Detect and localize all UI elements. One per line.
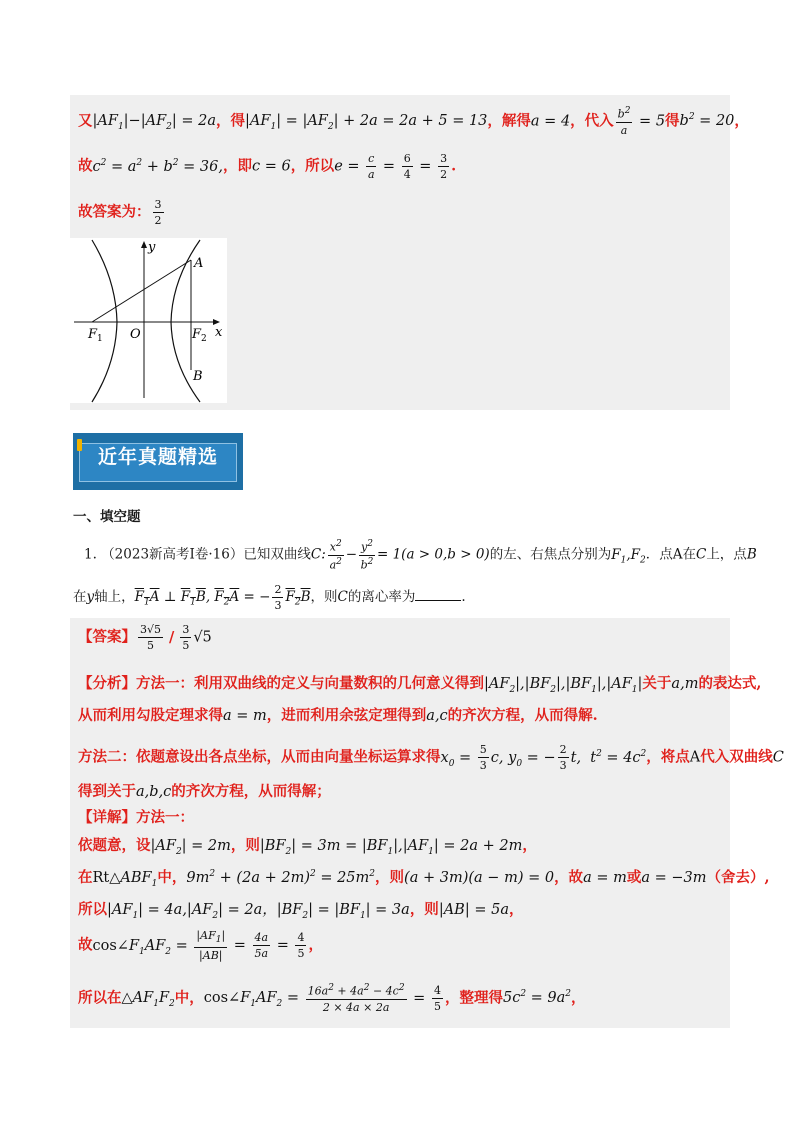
text: 又 xyxy=(78,112,93,130)
answer-row: 【答案】 $\frac{3√5}{5}$ / $\frac{3}{5}$ √5 xyxy=(78,623,212,652)
solution-line-2: 故$c^2 = a^2 + b^2 = 36$,，即c = 6，所以e = $\frac{c}{a}$ = $\frac{6}{4}$ = $\frac{3}{2}$ . xyxy=(78,152,457,181)
text: 或 xyxy=(626,869,642,886)
text: ，即 xyxy=(222,157,252,175)
text: 在 xyxy=(682,546,696,563)
text: ，进而利用余弦定理得到 xyxy=(266,707,427,724)
text: 从而利用勾股定理求得 xyxy=(78,707,223,724)
text: ， xyxy=(508,901,524,918)
answer-line xyxy=(78,199,166,226)
label-y: y xyxy=(148,240,156,255)
analysis-line-2: 从而利用勾股定理求得a = m，进而利用余弦定理得到a,c的齐次方程，从而得解. xyxy=(78,707,598,724)
text: 依题意，设 xyxy=(78,837,151,854)
hyperbola-figure xyxy=(70,238,227,403)
analysis-label: 【分析】 xyxy=(78,675,136,692)
answer-blank xyxy=(415,600,461,601)
text: ，解得 xyxy=(487,112,531,130)
answer-label: 【答案】 xyxy=(78,628,136,646)
method2-line-1: 方法二：依题意设出各点坐标，从而由向量坐标运算求得$x_0$ = $\frac{5}{3}$ c, $y_0$ = − $\frac{2}{3}$ t, $t^2 = 4c^2$，将点A代入双曲线C xyxy=(78,743,784,772)
text: ， xyxy=(734,112,749,130)
analysis-line-1: 【分析】方法一：利用双曲线的定义与向量数积的几何意义得到$|AF_2|,|BF_2|,|BF_1|,|AF_1|$关于a,m的表达式, xyxy=(78,675,762,695)
text: ， xyxy=(522,837,537,854)
text: 的离心率为 xyxy=(347,589,416,605)
question-source: （2023新高考I卷·16）已知双曲线 xyxy=(101,546,311,563)
text: ，则 xyxy=(310,589,338,605)
detail-line-4: 故$\cos\angle F_1AF_2$ = $\frac{|AF_1|}{|AB|}$ = $\frac{4a}{5a}$ = $\frac{4}{5}$ ， xyxy=(78,929,323,963)
text: 故 xyxy=(78,936,93,954)
separator: / xyxy=(169,628,175,646)
text: ．点 xyxy=(645,546,673,563)
text: 中， xyxy=(174,989,204,1007)
text: ，整理得 xyxy=(444,989,503,1007)
text: 的齐次方程，从而得解； xyxy=(171,783,331,800)
text: 代入双曲线 xyxy=(700,748,773,766)
answer-numerator: 3 xyxy=(154,198,162,211)
text: . xyxy=(451,157,457,175)
text: 轴上， xyxy=(94,589,135,605)
text: 上，点 xyxy=(706,546,747,563)
y-axis-arrow xyxy=(141,241,147,248)
detail-label: 【详解】 xyxy=(78,809,136,826)
method2-line-2: 得到关于a,b,c的齐次方程，从而得解； xyxy=(78,783,331,800)
text: ，则 xyxy=(375,869,405,886)
question-number: 1. xyxy=(84,546,97,563)
detail-line-3: 所以$|AF_1| = 4a,|AF_2| = 2a$，$|BF_2| = |BF_1| = 3a$，则|AB| = 5a， xyxy=(78,901,524,921)
text: 得 xyxy=(665,112,680,130)
text: ，得 xyxy=(216,112,246,130)
text: 方法二：依题意设出各点坐标，从而由向量坐标运算求得 xyxy=(78,748,441,766)
text: 所以 xyxy=(78,901,107,918)
text: 的表达式, xyxy=(698,675,762,692)
text: 方法一： xyxy=(136,809,194,826)
top-solution-block xyxy=(70,95,749,410)
text: 在 xyxy=(78,869,93,886)
text: 中， xyxy=(157,869,187,886)
label-a: A xyxy=(194,256,204,271)
label-f1: F xyxy=(88,327,98,342)
text: （舍去）, xyxy=(706,869,770,886)
text: ，代入 xyxy=(570,112,614,130)
answer-solution-block xyxy=(70,618,784,1028)
text: ，则 xyxy=(409,901,439,918)
text: ，所以 xyxy=(290,157,335,175)
label-x: x xyxy=(215,325,223,340)
answer-denominator: 2 xyxy=(154,214,162,227)
text: ，将点 xyxy=(646,748,690,766)
section-title: 近年真题精选 xyxy=(97,446,218,468)
solution-line-1: 又$|AF_1|-|AF_2| = 2a$，得$|AF_1| = |AF_2| + 2a = 2a + 5 = 13$，解得a = 4，代入 $\frac{b^2}{a}$ = 5得$b^2 = 20$， xyxy=(78,106,749,137)
label-b: B xyxy=(193,369,203,384)
hyperbola-diagram xyxy=(70,238,227,403)
left-branch xyxy=(92,240,117,402)
label-f2-sub: 2 xyxy=(201,334,207,344)
text: 的左、右焦点分别为 xyxy=(489,546,612,563)
detail-line-5: 所以在$\triangle AF_1F_2$中，$\cos\angle F_1AF_2$ = $\frac{16a^2 + 4a^2 - 4c^2}{2 \times 4a \times 2a}$ = $\frac{4}{5}$ ，整理得$5c^2 = 9a^2$， xyxy=(78,983,586,1014)
text: 故 xyxy=(78,157,93,175)
answer-label: 故答案为： xyxy=(78,203,151,221)
text: ， xyxy=(571,989,586,1007)
section-title-banner xyxy=(73,433,243,490)
detail-heading xyxy=(78,806,194,827)
question-line-2: 在y轴上，$F_1A$ ⊥ $F_1B$, $F_2A$ = − $\frac{2}{3}$ $F_2B$，则C的离心率为 . xyxy=(73,583,466,612)
text: 的齐次方程，从而得解. xyxy=(447,707,598,724)
text: 得到关于 xyxy=(78,783,136,800)
text: 所以在 xyxy=(78,989,122,1007)
text: 关于 xyxy=(642,675,672,692)
label-f1-sub: 1 xyxy=(97,334,103,344)
text: 在 xyxy=(73,589,87,605)
text: ， xyxy=(308,936,323,954)
label-f2: F xyxy=(192,327,202,342)
question-line-1: 1. （2023新高考I卷·16）已知双曲线C: $\frac{x^2}{a^2}$ − $\frac{y^2}{b^2}$ = 1(a > 0,b > 0)的左、右焦点分别为$F_1,F_2$．点A在C上，点B xyxy=(84,539,757,572)
text: ，故 xyxy=(554,869,584,886)
sub-heading: 一、填空题 xyxy=(73,509,141,525)
detail-line-1: 依题意，设$|AF_2| = 2m$，则$|BF_2| = 3m = |BF_1|,|AF_1| = 2a + 2m$， xyxy=(78,837,537,857)
text: 方法一：利用双曲线的定义与向量数积的几何意义得到 xyxy=(136,675,484,692)
label-o: O xyxy=(130,327,141,342)
detail-line-2: 在$Rt\triangle ABF_1$中，$9m^2 + (2a + 2m)^2 = 25m^2$，则(a + 3m)(a − m) = 0，故a = m或a = −3m（舍去）, xyxy=(78,869,770,889)
text: . xyxy=(461,589,466,605)
text: ，则 xyxy=(230,837,260,854)
